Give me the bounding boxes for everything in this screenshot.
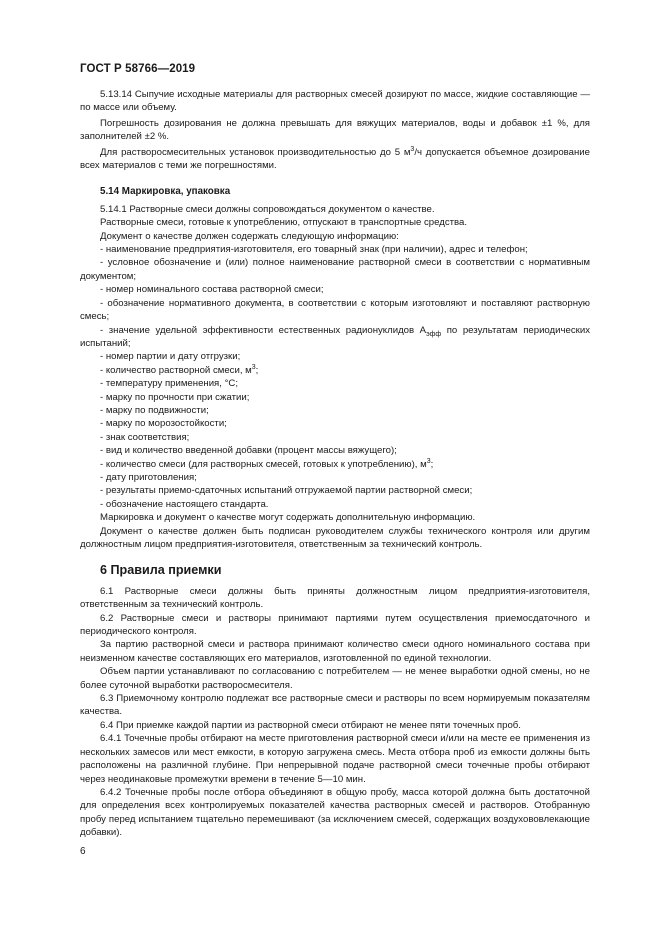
list-item: - температуру применения, °С; — [100, 378, 239, 390]
paragraph: 6.4 При приемке каждой партии из растворной смеси отбирают не менее пяти точечных проб. — [100, 719, 521, 731]
page-number: 6 — [80, 846, 86, 857]
section-heading-5-14: 5.14 Маркировка, упаковка — [100, 186, 231, 198]
paragraph: 6.1 Растворные смеси должны быть приняты должностным лицом предприятия-изготовителя, ответственным за технический контроль. — [80, 585, 590, 611]
paragraph: За партию растворной смеси и раствора принимают количество смеси одного номинального состава при неизменном качестве составляющих его материалов, изготовленной по единой технологии. — [80, 639, 590, 664]
paragraph: 6.2 Растворные смеси и растворы принимают партиями путем осуществления приемосдаточного и периодического контроля. — [80, 612, 590, 638]
list-item: - условное обозначение и (или) полное наименование растворной смеси в соответствии с нормативным документом; — [80, 257, 590, 282]
paragraph: 6.3 Приемочному контролю подлежат все растворные смеси и растворы по всем нормируемым показателям качества. — [80, 693, 590, 718]
document-header: ГОСТ Р 58766—2019 — [80, 63, 196, 75]
list-item: - обозначение настоящего стандарта. — [100, 498, 269, 510]
document-body — [80, 88, 590, 840]
list-item: - количество растворной смеси, $м^3$; — [100, 363, 259, 376]
list-item: - марку по прочности при сжатии; — [100, 391, 250, 403]
list-item: - вид и количество введенной добавки (процент массы вяжущего); — [100, 445, 397, 457]
paragraph: Документ о качестве должен быть подписан руководителем службы технического контроля или другим должностным лицом предприятия-изготовителя, ответственным за технический контроль. — [80, 525, 590, 550]
paragraph: 6.4.1 Точечные пробы отбирают на месте приготовления растворной смеси и/или на месте ее применения из нескольких замесов или мест емкости, в которую загружена смесь. Места отбора проб из емкости должны быть расположены на различной глубине. При непрерывной подаче растворной смеси точечные пробы отбирают через неодинаковые промежутки времени в течение 5—10 мин. — [80, 733, 590, 785]
list-item: - номер партии и дату отгрузки; — [100, 351, 241, 363]
paragraph: Документ о качестве должен содержать следующую информацию: — [100, 230, 399, 242]
section-heading-6: 6 Правила приемки — [100, 563, 222, 578]
list-item: - результаты приемо-сдаточных испытаний отгружаемой партии растворной смеси; — [100, 485, 473, 497]
list-item: - знак соответствия; — [100, 431, 190, 443]
list-item: - количество смеси (для растворных смесей, готовых к употреблению), $м^3$; — [100, 457, 434, 470]
paragraph: Маркировка и документ о качестве могут содержать дополнительную информацию. — [100, 512, 476, 524]
list-item: - обозначение нормативного документа, в соответствии с которым изготовляют и поставляют растворную смесь; — [80, 297, 590, 323]
list-item: - марку по морозостойкости; — [100, 418, 227, 430]
list-item: - дату приготовления; — [100, 471, 197, 483]
list-item: - марку по подвижности; — [100, 404, 209, 416]
paragraph: Растворные смеси, готовые к употреблению, отпускают в транспортные средства. — [100, 217, 468, 229]
list-item: - значение удельной эффективности естественных радионуклидов $А_{эфф}$ по результатам периодических испытаний; — [80, 324, 590, 349]
paragraph: Для растворосмесительных установок производительностью до 5 $м^3/ч$ допускается объемное дозирование всех материалов с теми же погрешностями. — [80, 145, 591, 172]
paragraph: 5.13.14 Сыпучие исходные материалы для растворных смесей дозируют по массе, жидкие составляющие — по массе или объему. — [80, 89, 590, 114]
paragraph: 6.4.2 Точечные пробы после отбора объединяют в общую пробу, масса которой должна быть достаточной для определения всех контролируемых показателей качества растворных смесей и растворов. Отобранную пробу перед испытанием тщательно перемешивают (за исключением смесей, содержащих воздухововлекающие добавки). — [80, 786, 590, 839]
paragraph: Погрешность дозирования не должна превышать для вяжущих материалов, воды и добавок ±1 %, для заполнителей ±2 %. — [80, 117, 590, 143]
list-item: - номер номинального состава растворной смеси; — [100, 284, 324, 296]
paragraph: Объем партии устанавливают по согласованию с потребителем — не менее выработки одной смены, но не более суточной выработки растворосмесителя. — [80, 666, 590, 691]
list-item: - наименование предприятия-изготовителя, его товарный знак (при наличии), адрес и телефон; — [100, 244, 528, 256]
paragraph: 5.14.1 Растворные смеси должны сопровождаться документом о качестве. — [100, 203, 435, 215]
